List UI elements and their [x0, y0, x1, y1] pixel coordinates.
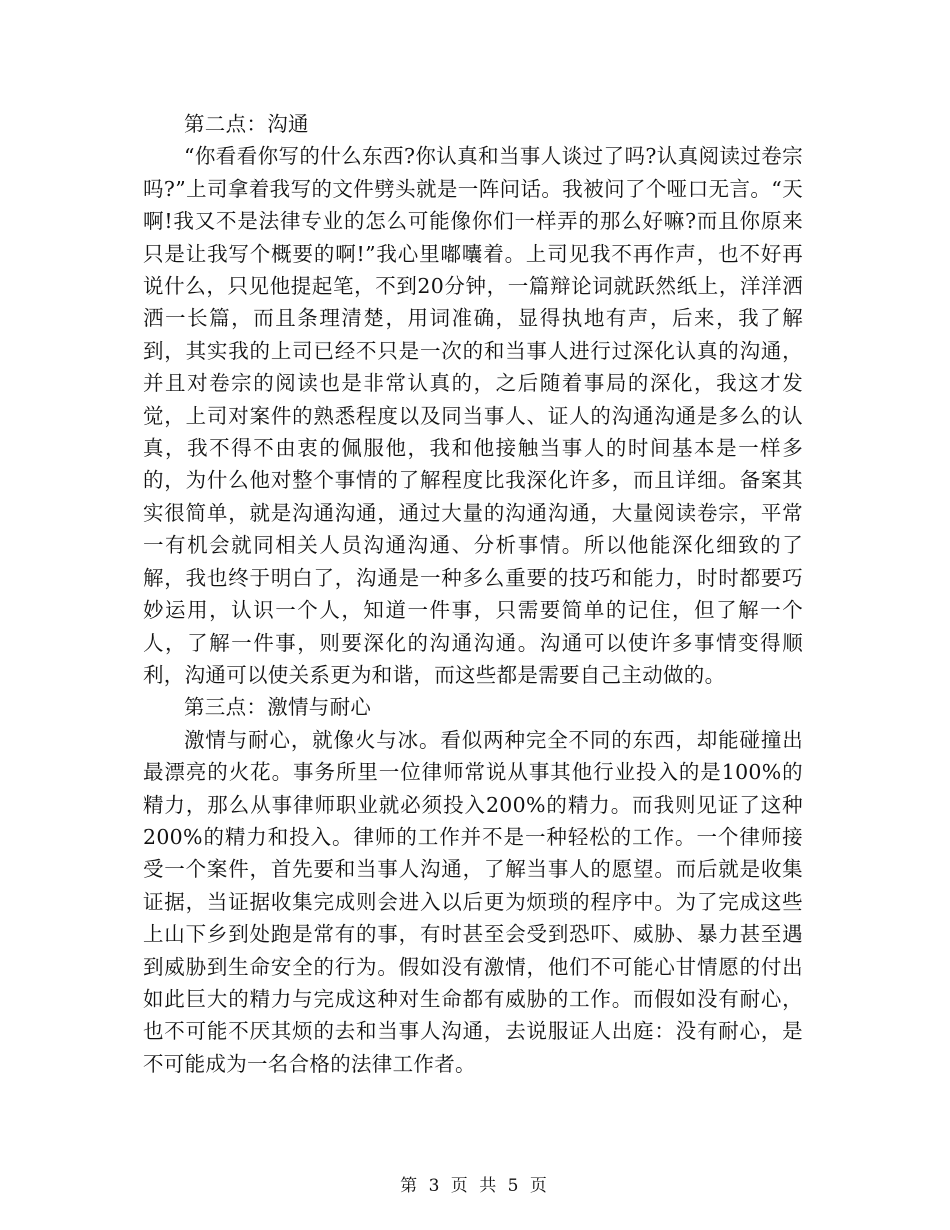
section-heading-passion-patience: 第三点：激情与耐心	[184, 695, 372, 720]
section-paragraph-communication: “你看看你写的什么东西?你认真和当事人谈过了吗?认真阅读过卷宗吗?”上司拿着我写的文件劈头就是一阵问话。我被问了个哑口无言。“天啊!我又不是法律专业的怎么可能像你们一样弄的那么好嘛?而且你原来只是让我写个概要的啊!”我心里嘟囔着。上司见我不再作声，也不好再说什么，只见他提起笔，不到20分钟，一篇辩论词就跃然纸上，洋洋洒洒一长篇，而且条理清楚，用词准确，显得执地有声，后来，我了解到，其实我的上司已经不只是一次的和当事人进行过深化认真的沟通，并且对卷宗的阅读也是非常认真的，之后随着事局的深化，我这才发觉，上司对案件的熟悉程度以及同当事人、证人的沟通沟通是多么的认真，我不得不由衷的佩服他，我和他接触当事人的时间基本是一样多的，为什么他对整个事情的了解程度比我深化许多，而且详细。备案其实很简单，就是沟通沟通，通过大量的沟通沟通，大量阅读卷宗，平常一有机会就同相关人员沟通沟通、分析事情。所以他能深化细致的了解，我也终于明白了，沟通是一种多么重要的技巧和能力，时时都要巧妙运用，认识一个人，知道一件事，只需要简单的记住，但了解一个人，了解一件事，则要深化的沟通沟通。沟通可以使许多事情变得顺利，沟通可以使关系更为和谐，而这些都是需要自己主动做的。	[143, 144, 803, 687]
section-paragraph-passion-patience: 激情与耐心，就像火与冰。看似两种完全不同的东西，却能碰撞出最漂亮的火花。事务所里一位律师常说从事其他行业投入的是100%的精力，那么从事律师职业就必须投入200%的精力。而我则见证了这种200%的精力和投入。律师的工作并不是一种轻松的工作。一个律师接受一个案件，首先要和当事人沟通，了解当事人的愿望。而后就是收集证据，当证据收集完成则会进入以后更为烦琐的程序中。为了完成这些上山下乡到处跑是常有的事，有时甚至会受到恐吓、威胁、暴力甚至遇到威胁到生命安全的行为。假如没有激情，他们不可能心甘情愿的付出如此巨大的精力与完成这种对生命都有威胁的工作。而假如没有耐心，也不可能不厌其烦的去和当事人沟通，去说服证人出庭：没有耐心，是不可能成为一名合格的法律工作者。	[143, 727, 803, 1076]
document-body	[143, 108, 803, 1080]
section-heading-communication: 第二点：沟通	[184, 112, 309, 136]
page-number-footer: 第 3 页 共 5 页	[400, 1176, 550, 1196]
